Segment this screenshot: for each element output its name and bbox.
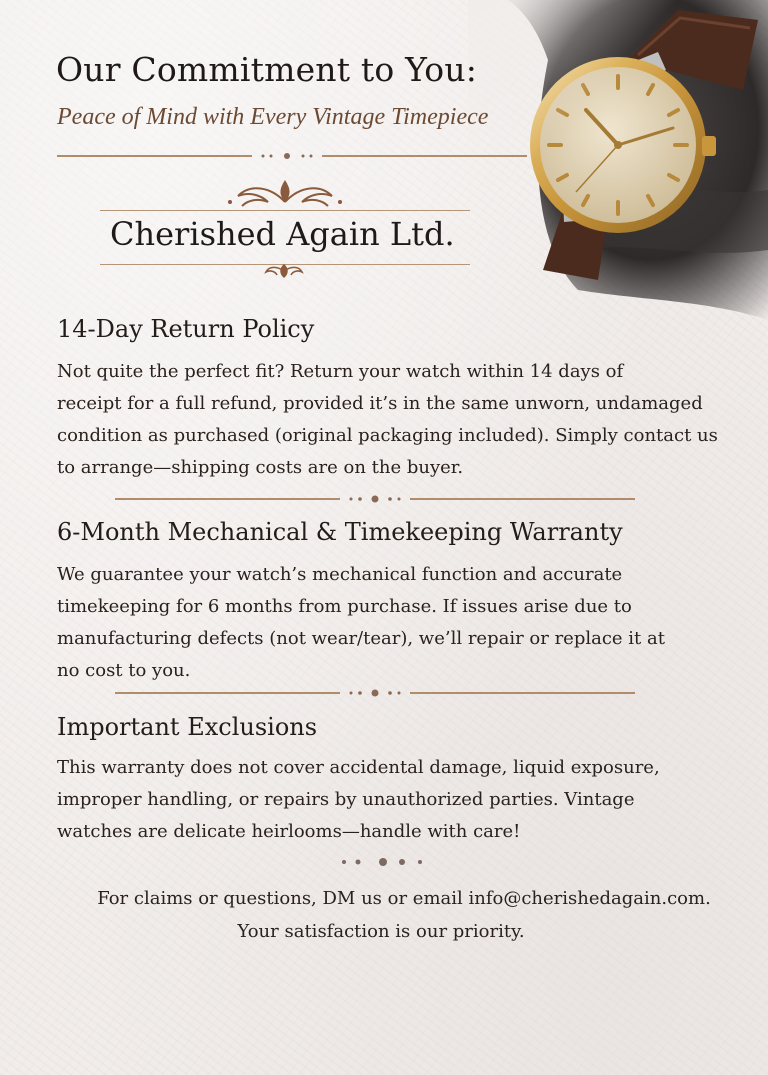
brand-rule-top <box>100 210 470 211</box>
text-line: to arrange—shipping costs are on the buyer. <box>57 457 464 478</box>
closing-dots-ornament <box>340 855 426 869</box>
text-line: timekeeping for 6 months from purchase. If issues arise due to <box>57 596 632 617</box>
exclusions-heading: Important Exclusions <box>57 713 318 741</box>
satisfaction-line: Your satisfaction is our priority. <box>237 921 525 942</box>
section-divider <box>115 492 635 506</box>
text-line: improper handling, or repairs by unauthorized parties. Vintage <box>57 789 635 810</box>
warranty-heading: 6-Month Mechanical & Timekeeping Warranty <box>57 518 623 546</box>
text-line: no cost to you. <box>57 660 191 681</box>
text-line: This warranty does not cover accidental damage, liquid exposure, <box>57 757 660 778</box>
text-line: watches are delicate heirlooms—handle with care! <box>57 821 521 842</box>
vintage-watch-photo <box>468 0 768 330</box>
return-policy-heading: 14-Day Return Policy <box>57 315 315 343</box>
text-line: receipt for a full refund, provided it’s in the same unworn, undamaged <box>57 393 703 414</box>
flourish-bottom-ornament <box>263 262 305 280</box>
warranty-text <box>57 559 757 687</box>
flourish-top-ornament <box>220 176 350 210</box>
page-subtitle: Peace of Mind with Every Vintage Timepiece <box>57 104 489 130</box>
text-line: manufacturing defects (not wear/tear), we’ll repair or replace it at <box>57 628 665 649</box>
return-policy-text <box>57 356 757 484</box>
exclusions-text <box>57 752 757 848</box>
page-title: Our Commitment to You: <box>56 50 478 89</box>
text-line: condition as purchased (original packaging included). Simply contact us <box>57 425 718 446</box>
text-line: We guarantee your watch’s mechanical function and accurate <box>57 564 623 585</box>
section-divider <box>115 686 635 700</box>
text-line: Not quite the perfect fit? Return your watch within 14 days of <box>57 361 624 382</box>
header-divider <box>57 149 527 163</box>
brand-name: Cherished Again Ltd. <box>110 215 455 253</box>
contact-line: For claims or questions, DM us or email info@cherishedagain.com. <box>97 888 711 909</box>
